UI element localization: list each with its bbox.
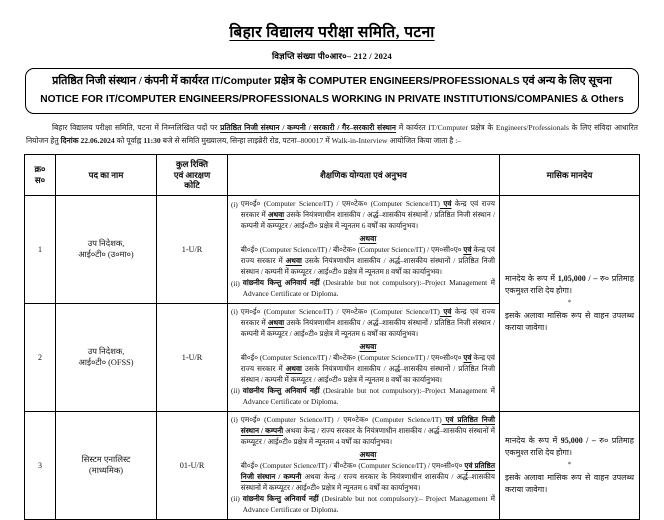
qual-body-2 (243, 386, 495, 408)
q1b-mid: / बी०टेक० (327, 353, 358, 363)
q1b-evam: एवं (463, 353, 472, 363)
q1a-or2: प्रतिष्ठित निजी संस्थान / कम्पनी (240, 414, 495, 435)
q1a-lat2: (Computer Science/IT) (372, 414, 442, 424)
intro-seg1: बिहार विद्यालय परीक्षा समिति, पटना में निम्नलिखित पदों पर (52, 123, 221, 133)
q1a-tail: उसके नियंत्रणाधीन शासकीय / अर्द्ध–शासकीय संस्थानों / प्रतिष्ठित निजी संस्थान / कम्पनी में कम्प्यूटर / आई०टी० प्रक्षेत्र में न्यूनतम 6 वर्षों का कार्यानुभव। (240, 317, 495, 338)
cell-vacancy: 1-U/R (157, 196, 228, 304)
q1b-mid2: / एम०सी०ए० (425, 353, 464, 363)
q1b-lat2: (Computer Science/IT) (357, 353, 426, 363)
intro-it-computer: IT/Computer (428, 123, 468, 133)
q2-lat2: Advance Certificate or Diploma. (242, 504, 339, 514)
banner-english-line: NOTICE FOR IT/COMPUTER ENGINEERS/PROFESSIONALS WORKING IN PRIVATE INSTITUTIONS/COMPANIES & Others (40, 93, 624, 105)
qual-body-1 (241, 415, 495, 494)
q1b-mid: / बी०टेक० (327, 461, 359, 471)
cell-pay (500, 196, 640, 412)
table-body (25, 196, 640, 520)
qual-or-divider: अथवा (359, 449, 377, 459)
pay-note: इसके अलावा मासिक रूप से वाहन उपलब्ध कराया जावेगा। (505, 310, 634, 332)
intro-seg3: में कार्यरत (396, 123, 429, 133)
q1a-mid: / एम०टेक० (333, 199, 371, 209)
qualification-item-1 (231, 199, 495, 278)
q1a-pre: एम०ई० (240, 414, 265, 424)
pay-post: रु० प्रतिमाह एकमुश्त राशि देय होगा। (505, 435, 634, 457)
q1a-lat1: (Computer Science/IT) (263, 199, 333, 209)
cell-vacancy: 1-U/R (157, 303, 228, 411)
cell-post (56, 411, 157, 519)
q2-tail: में (487, 385, 495, 395)
cell-pay (500, 411, 640, 519)
q1a-pre: एम०ई० (240, 199, 264, 209)
q1b-mid: / बी०टेक० (327, 245, 358, 255)
vacancy-table (24, 154, 640, 520)
table-header (25, 154, 640, 195)
banner-hi-seg1: प्रतिष्ठित निजी संस्थान / कंपनी में कार्यरत (52, 75, 212, 87)
intro-institutions-underline: प्रतिष्ठित निजी संस्थान / कम्पनी / सरकारी / गैर–सरकारी संस्थान (220, 123, 397, 133)
cell-serial: 3 (25, 411, 56, 519)
q1a-lat1: (Computer Science/IT) (264, 414, 334, 424)
qual-or-divider: अथवा (359, 341, 377, 351)
intro-seg9: को पूर्वाह्न (114, 135, 144, 145)
banner-hi-seg2: प्रक्षेत्र के (274, 75, 309, 87)
q2-lat: (Desirable but not compulsory):–Project Management (323, 385, 488, 395)
qualification-item-2 (231, 494, 495, 516)
intro-seg13: आयोजित किया जाता है :– (387, 135, 462, 145)
qual-marker-ii: (ii) (231, 279, 240, 288)
qual-body-2 (243, 278, 495, 300)
vacancy-header-line2: एवं आरक्षण (173, 169, 211, 180)
post-line2: आई०टी० (OFSS) (78, 358, 134, 368)
qual-marker-i: (i) (231, 308, 238, 317)
q1a-evam: एवं (439, 199, 452, 209)
q1b-mid2: / एम०सी०ए० (425, 461, 465, 471)
vacancy-header-line1: कुल रिक्ति (175, 158, 209, 169)
q1a-tail: उसके नियंत्रणाधीन शासकीय / अर्द्ध–शासकीय संस्थानों / प्रतिष्ठित निजी संस्थान / कम्पनी में कम्प्यूटर / आई०टी० प्रक्षेत्र में न्यूनतम 6 वर्षों का कार्यानुभव। (240, 209, 495, 230)
q2-lat2: Advance Certificate or Diploma. (242, 396, 339, 406)
intro-seg11: बजे से समिति मुख्यालय, सिन्हा लाइब्रेरी रोड, पटना–800017 में (160, 135, 332, 145)
q2-hi: वांछनीय किन्तु अनिवार्य नहीं (242, 493, 322, 503)
post-line1: उप निदेशक, (87, 347, 125, 357)
q1a-evam: एवं (441, 414, 458, 424)
notice-number: विज्ञप्ति संख्या पी०आर०– 212 / 2024 (272, 51, 392, 61)
cell-qualification (228, 196, 500, 304)
qual-body-2 (243, 494, 495, 516)
column-header-post: पद का नाम (56, 154, 157, 195)
q2-lat2: Advance Certificate or Diploma. (242, 288, 339, 298)
pay-pre: मानदेय के रूप में (505, 435, 561, 445)
intro-walk-in-interview: Walk-in-Interview (331, 135, 388, 145)
qual-marker-ii: (ii) (231, 495, 240, 504)
pay-pre: मानदेय के रूप में (505, 274, 558, 284)
q1b-pre: बी०ई० (240, 461, 260, 471)
cell-post (56, 303, 157, 411)
qual-marker-i: (i) (231, 416, 238, 425)
table-header-row (25, 154, 640, 195)
q1b-or2: प्रतिष्ठित निजी संस्थान / कम्पनी (240, 461, 495, 481)
q1a-post: केन्द्र एवं राज्य सरकार में (240, 199, 495, 219)
table-row (25, 196, 640, 304)
column-header-pay: मासिक मानदेय (500, 154, 640, 195)
q1a-lat1: (Computer Science/IT) (263, 306, 333, 316)
column-header-serial (25, 154, 56, 195)
q1a-post: केन्द्र एवं राज्य सरकार में (240, 306, 495, 327)
q1b-lat1: (Computer Science/IT) (259, 353, 328, 363)
q2-tail: में (487, 493, 495, 503)
column-header-vacancy (157, 154, 228, 195)
qualification-item-2 (231, 278, 495, 300)
banner-hindi-line (36, 74, 628, 90)
q1a-or: अथवा (267, 317, 285, 327)
q1b-or: अथवा (285, 364, 302, 374)
page-title: बिहार विद्यालय परीक्षा समिति, पटना (229, 24, 435, 41)
serial-header-line2: स० (34, 174, 46, 185)
intro-seg5: प्रक्षेत्र के (468, 123, 496, 133)
qual-body-1 (241, 199, 495, 278)
qualification-item-1 (231, 307, 495, 386)
q1b-mid2: / एम०सी०ए० (425, 245, 464, 255)
pay-main (505, 273, 634, 297)
q1b-post: केन्द्र एवं राज्य सरकार में (240, 353, 495, 374)
q1a-mid: / एम०टेक० (333, 414, 373, 424)
pay-amount: 1,05,000 / – (557, 274, 598, 284)
intro-date: दिनांक 22.06.2024 (60, 135, 115, 145)
qual-marker-i: (i) (231, 200, 238, 209)
q1a-or: अथवा (267, 209, 285, 219)
q1a-post: अथवा केन्द्र / राज्य सरकार के नियंत्रणाधीन शासकीय / अर्द्ध–शासकीय संस्थानों में कम्प्यूटर / आई०टी० प्रक्षेत्र में न्यूनतम 4 वर्षों का कार्यानुभव। (240, 425, 495, 446)
cell-post (56, 196, 157, 304)
q1a-evam: एवं (439, 306, 452, 316)
q2-hi: वांछनीय किन्तु अनिवार्य नहीं (242, 385, 324, 395)
qualification-item-2 (231, 386, 495, 408)
post-line1: सिस्टम एनालिस्ट (81, 455, 131, 465)
intro-seg7: के लिए संविदा आधारित नियोजन हेतु (26, 123, 639, 145)
qual-or-divider: अथवा (359, 233, 377, 243)
q1b-or: अथवा (285, 256, 302, 266)
q1b-evam: एवं (464, 461, 475, 471)
q2-tail: में (487, 278, 495, 288)
qual-marker-ii: (ii) (231, 387, 240, 396)
q1b-tail: उसके नियंत्रणाधीन शासकीय / अर्द्ध–शासकीय संस्थानों / प्रतिष्ठित निजी संस्थान / कम्पनी में कम्प्यूटर / आई०टी० प्रक्षेत्र में न्यूनतम 8 वर्षों का कार्यानुभव। (240, 256, 495, 277)
cell-qualification (228, 303, 500, 411)
q1b-evam: एवं (463, 245, 472, 255)
q1a-lat2: (Computer Science/IT) (370, 306, 440, 316)
q1b-lat2: (Computer Science/IT) (357, 245, 426, 255)
q1b-pre: बी०ई० (240, 353, 260, 363)
q1b-post: केन्द्र एवं राज्य सरकार में (240, 245, 495, 266)
intro-engineers-professionals: Engineers/Professionals (495, 123, 569, 133)
q1b-lat1: (Computer Science/IT) (259, 461, 328, 471)
q1a-lat2: (Computer Science/IT) (370, 199, 440, 209)
cell-serial: 1 (25, 196, 56, 304)
post-line2: (माध्यमिक) (88, 466, 124, 476)
q1a-mid: / एम०टेक० (333, 306, 371, 316)
post-line2: आई०टी० (उ०मा०) (78, 250, 134, 260)
q2-lat: (Desirable but not compulsory):–Project Management (323, 278, 488, 288)
cell-serial: 2 (25, 303, 56, 411)
notice-banner (25, 68, 639, 114)
post-line1: उप निदेशक, (87, 239, 125, 249)
q1b-pre: बी०ई० (240, 245, 260, 255)
pay-note: इसके अलावा मासिक रूप से वाहन उपलब्ध कराया जावेगा। (505, 472, 634, 494)
vacancy-header-line3: कोटि (184, 180, 200, 191)
serial-header-line1: क्र० (34, 164, 46, 175)
q2-hi: वांछनीय किन्तु अनिवार्य नहीं (242, 278, 324, 288)
pay-separator: * (567, 298, 572, 308)
table-row (25, 411, 640, 519)
cell-vacancy: 01-U/R (157, 411, 228, 519)
banner-hi-lat2: COMPUTER ENGINEERS/PROFESSIONALS (308, 76, 523, 87)
qual-body-1 (241, 307, 495, 386)
q1b-tail: उसके नियंत्रणाधीन शासकीय / अर्द्ध–शासकीय संस्थानों / प्रतिष्ठित निजी संस्थान / कम्पनी में कम्प्यूटर / आई०टी० प्रक्षेत्र में न्यूनतम 8 वर्षों का कार्यानुभव। (240, 364, 495, 384)
q2-lat: (Desirable but not compulsory):– Project Management (321, 493, 488, 503)
q1b-lat2: (Computer Science/IT) (358, 461, 426, 471)
intro-time: 11:30 (143, 135, 161, 145)
q1a-pre: एम०ई० (240, 306, 264, 316)
q1b-lat1: (Computer Science/IT) (259, 245, 328, 255)
intro-paragraph (26, 122, 638, 147)
pay-main (505, 435, 634, 459)
banner-hi-lat1: IT/Computer (211, 76, 275, 87)
pay-separator: * (567, 459, 572, 469)
pay-amount: 95,000 / – (560, 435, 596, 445)
banner-hi-seg3: एवं अन्य के लिए सूचना (522, 75, 612, 87)
column-header-qualification: शैक्षणिक योग्यता एवं अनुभव (228, 154, 500, 195)
qualification-item-1 (231, 415, 495, 494)
cell-qualification (228, 411, 500, 519)
q1b-post: अथवा केन्द्र / राज्य सरकार के नियंत्रणाधीन शासकीय / अर्द्ध–शासकीय संस्थानों में कम्प्यूटर / आई०टी० प्रक्षेत्र में न्यूनतम 6 वर्षों का कार्यानुभव। (240, 471, 495, 492)
pay-post: रु० प्रतिमाह एकमुश्त राशि देय होगा। (505, 274, 634, 296)
